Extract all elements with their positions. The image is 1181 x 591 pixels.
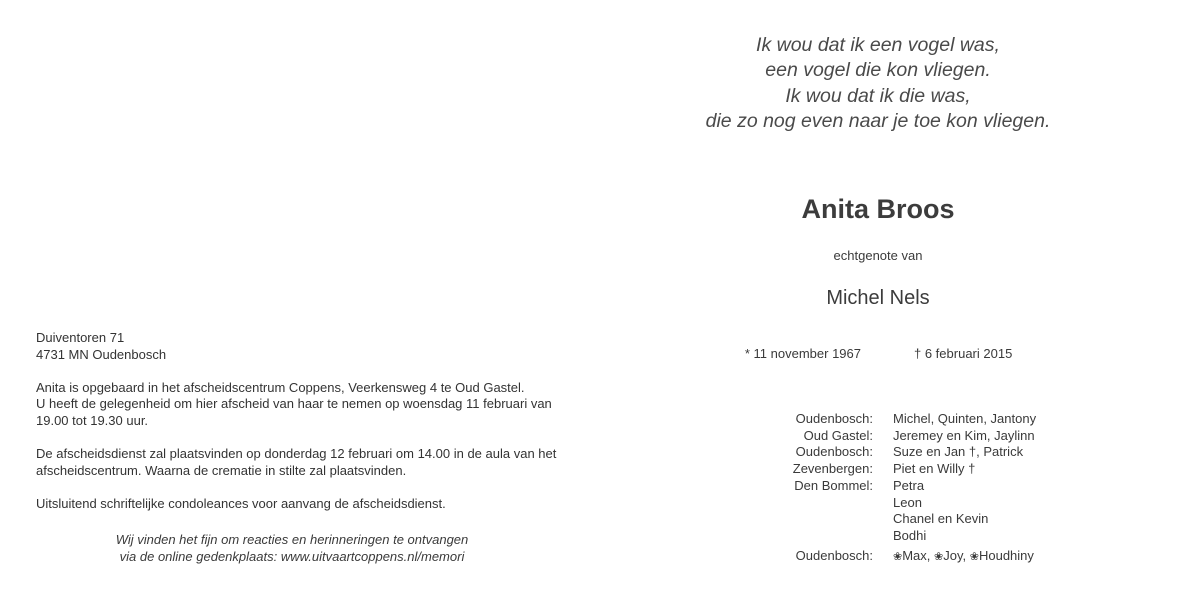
birth-date: * 11 november 1967 bbox=[744, 346, 861, 361]
family-place: Oud Gastel: bbox=[803, 427, 873, 443]
info-line: 19.00 tot 19.30 uur. bbox=[36, 412, 149, 428]
family-place bbox=[700, 511, 893, 528]
online-line: via de online gedenkplaats: www.uitvaartcoppens.nl/memori bbox=[119, 548, 465, 564]
spouse-name: Michel Nels bbox=[826, 287, 930, 309]
paw-icon: ❀ bbox=[969, 550, 979, 563]
pet-name: Max, bbox=[902, 547, 931, 563]
condolences-paragraph bbox=[36, 496, 576, 513]
pet-name: Joy, bbox=[943, 547, 967, 563]
relation-label: echtgenote van bbox=[833, 248, 923, 263]
family-place bbox=[700, 495, 893, 512]
poem bbox=[690, 33, 1066, 134]
poem-line: Ik wou dat ik een vogel was, bbox=[756, 34, 1000, 56]
family-row bbox=[700, 528, 1120, 545]
pet-name: Houdhiny bbox=[978, 547, 1034, 563]
family-row bbox=[700, 411, 1120, 428]
family-names: Chanel en Kevin bbox=[893, 511, 989, 527]
family-names: Leon bbox=[893, 494, 922, 510]
family-place bbox=[700, 528, 893, 545]
pet-names bbox=[893, 548, 1034, 566]
service-paragraph bbox=[36, 446, 576, 479]
family-place: Zevenbergen: bbox=[792, 461, 873, 477]
family-names: Jeremey en Kim, Jaylinn bbox=[893, 427, 1035, 443]
family-place: Oudenbosch: bbox=[795, 547, 873, 563]
family-names: Petra bbox=[893, 477, 925, 493]
deceased-name: Anita Broos bbox=[801, 194, 955, 224]
info-line: De afscheidsdienst zal plaatsvinden op donderdag 12 februari om 14.00 in de aula van het bbox=[36, 446, 557, 462]
poem-line: een vogel die kon vliegen. bbox=[765, 59, 991, 82]
family-names: Michel, Quinten, Jantony bbox=[893, 411, 1037, 426]
info-line: Uitsluitend schriftelijke condoleances voor aanvang de afscheidsdienst. bbox=[36, 495, 446, 511]
family-names: Suze en Jan †, Patrick bbox=[893, 444, 1024, 460]
info-line: Anita is opgebaard in het afscheidscentrum Coppens, Veerkensweg 4 te Oud Gastel. bbox=[36, 379, 525, 395]
funeral-info bbox=[36, 330, 576, 529]
online-memorial-note bbox=[36, 532, 548, 565]
family-row bbox=[700, 428, 1120, 445]
family-place: Oudenbosch: bbox=[795, 444, 873, 460]
pets-row bbox=[700, 548, 1120, 566]
poem-line: Ik wou dat ik die was, bbox=[785, 84, 971, 107]
family-place: Oudenbosch: bbox=[795, 411, 873, 426]
lying-in-state-paragraph bbox=[36, 380, 576, 430]
family-names: Piet en Willy † bbox=[893, 461, 976, 477]
paw-icon: ❀ bbox=[893, 550, 903, 563]
family-row bbox=[700, 511, 1120, 528]
family-place: Den Bommel: bbox=[794, 477, 873, 493]
address-street: Duiventoren 71 bbox=[36, 330, 125, 345]
death-date: † 6 februari 2015 bbox=[914, 346, 1013, 361]
paw-icon: ❀ bbox=[934, 550, 944, 563]
family-row bbox=[700, 461, 1120, 478]
info-line: U heeft de gelegenheid om hier afscheid van haar te nemen op woensdag 11 februari van bbox=[36, 396, 552, 412]
address-block bbox=[36, 330, 576, 363]
info-line: afscheidscentrum. Waarna de crematie in stilte zal plaatsvinden. bbox=[36, 462, 407, 478]
online-line: Wij vinden het fijn om reacties en herinneringen te ontvangen bbox=[115, 532, 469, 547]
family-row bbox=[700, 478, 1120, 495]
address-city: 4731 MN Oudenbosch bbox=[36, 346, 167, 362]
family-list bbox=[700, 411, 1120, 565]
family-row bbox=[700, 444, 1120, 461]
family-names: Bodhi bbox=[893, 527, 927, 543]
family-row bbox=[700, 495, 1120, 512]
poem-line: die zo nog even naar je toe kon vliegen. bbox=[705, 109, 1051, 132]
